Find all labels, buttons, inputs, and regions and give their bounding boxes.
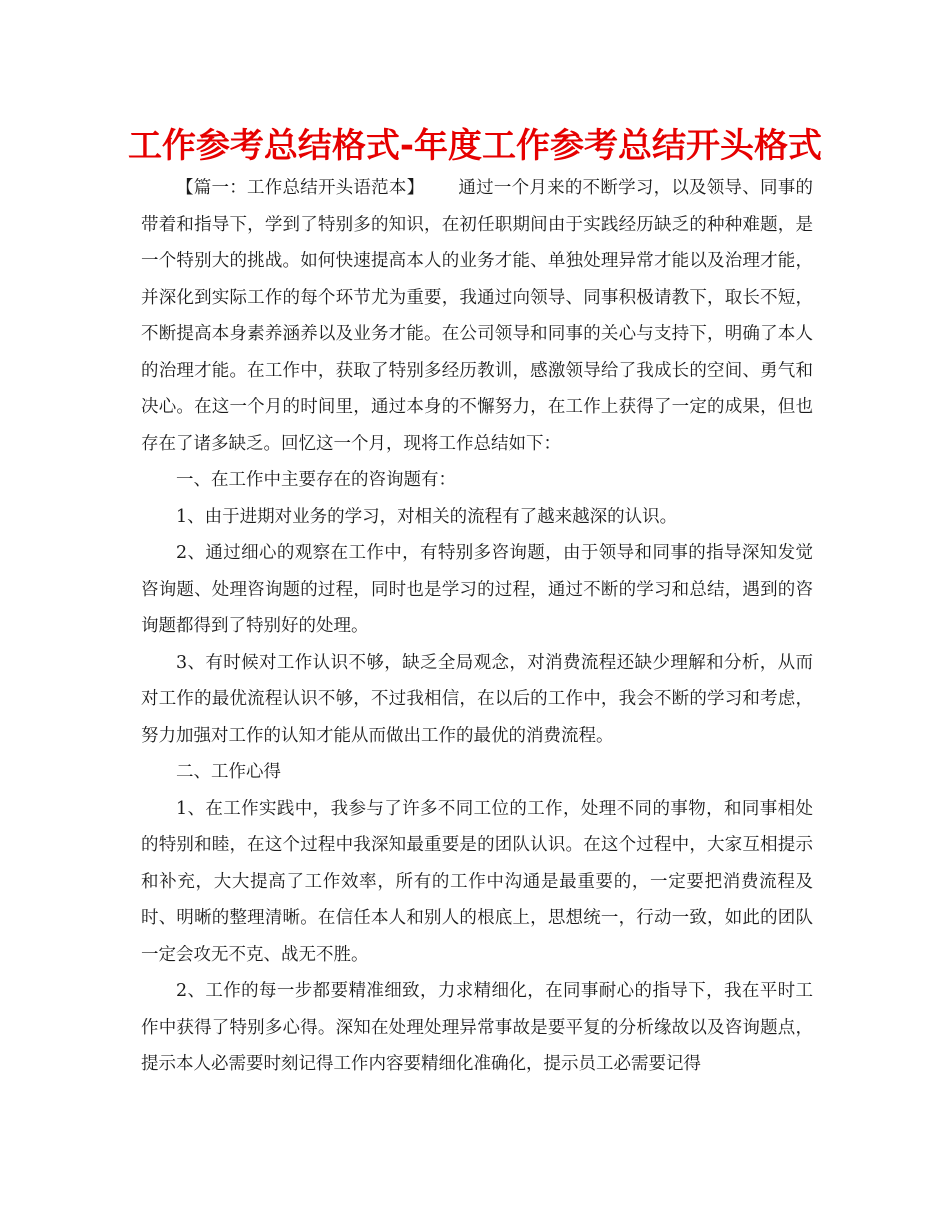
paragraph: 1、由于进期对业务的学习，对相关的流程有了越来越深的认识。	[176, 506, 678, 527]
section-heading: 【篇一：工作总结开头语范本】	[176, 178, 425, 198]
paragraph: 二、工作心得	[176, 762, 281, 782]
document-body	[141, 170, 813, 1083]
paragraph: 2、工作的每一步都要精准细致，力求精细化，在同事耐心的指导下，我在平时工作中获得了特别多心得。深知在处理处理异常事故是要平复的分析缘故以及咨询题点，提示本人必需要时刻记得工作内容要精细化准确化，提示员工必需要记得	[141, 981, 813, 1074]
paragraph-text: 通过一个月来的不断学习，以及领导、同事的带着和指导下，学到了特别多的知识，在初任职期间由于实践经历缺乏的种种难题，是一个特别大的挑战。如何快速提高本人的业务才能、单独处理异常才能以及治理才能，并深化到实际工作的每个环节尤为重要，我通过向领导、同事积极请教下，取长不短，不断提高本身素养涵养以及业务才能。在公司领导和同事的关心与支持下，明确了本人的治理才能。在工作中，获取了特别多经历教训，感激领导给了我成长的空间、勇气和决心。在这一个月的时间里，通过本身的不懈努力，在工作上获得了一定的成果，但也存在了诸多缺乏。回忆这一个月，现将工作总结如下：	[141, 178, 814, 454]
document-title: 工作参考总结格式-年度工作参考总结开头格式	[127, 126, 823, 166]
paragraph: 1、在工作实践中，我参与了许多不同工位的工作，处理不同的事物，和同事相处的特别和睦，在这个过程中我深知最重要是的团队认识。在这个过程中，大家互相提示和补充，大大提高了工作效率，所有的工作中沟通是最重要的，一定要把消费流程及时、明晰的整理清晰。在信任本人和别人的根底上，思想统一，行动一致，如此的团队一定会攻无不克、战无不胜。	[141, 798, 813, 965]
paragraph-intro	[141, 170, 813, 462]
paragraph: 2、通过细心的观察在工作中，有特别多咨询题，由于领导和同事的指导深知发觉咨询题、处理咨询题的过程，同时也是学习的过程，通过不断的学习和总结，遇到的咨询题都得到了特别好的处理。	[141, 543, 813, 636]
paragraph: 一、在工作中主要存在的咨询题有：	[176, 470, 456, 490]
paragraph: 3、有时候对工作认识不够，缺乏全局观念，对消费流程还缺少理解和分析，从而对工作的最优流程认识不够，不过我相信，在以后的工作中，我会不断的学习和考虑，努力加强对工作的认知才能从而做出工作的最优的消费流程。	[141, 652, 813, 746]
